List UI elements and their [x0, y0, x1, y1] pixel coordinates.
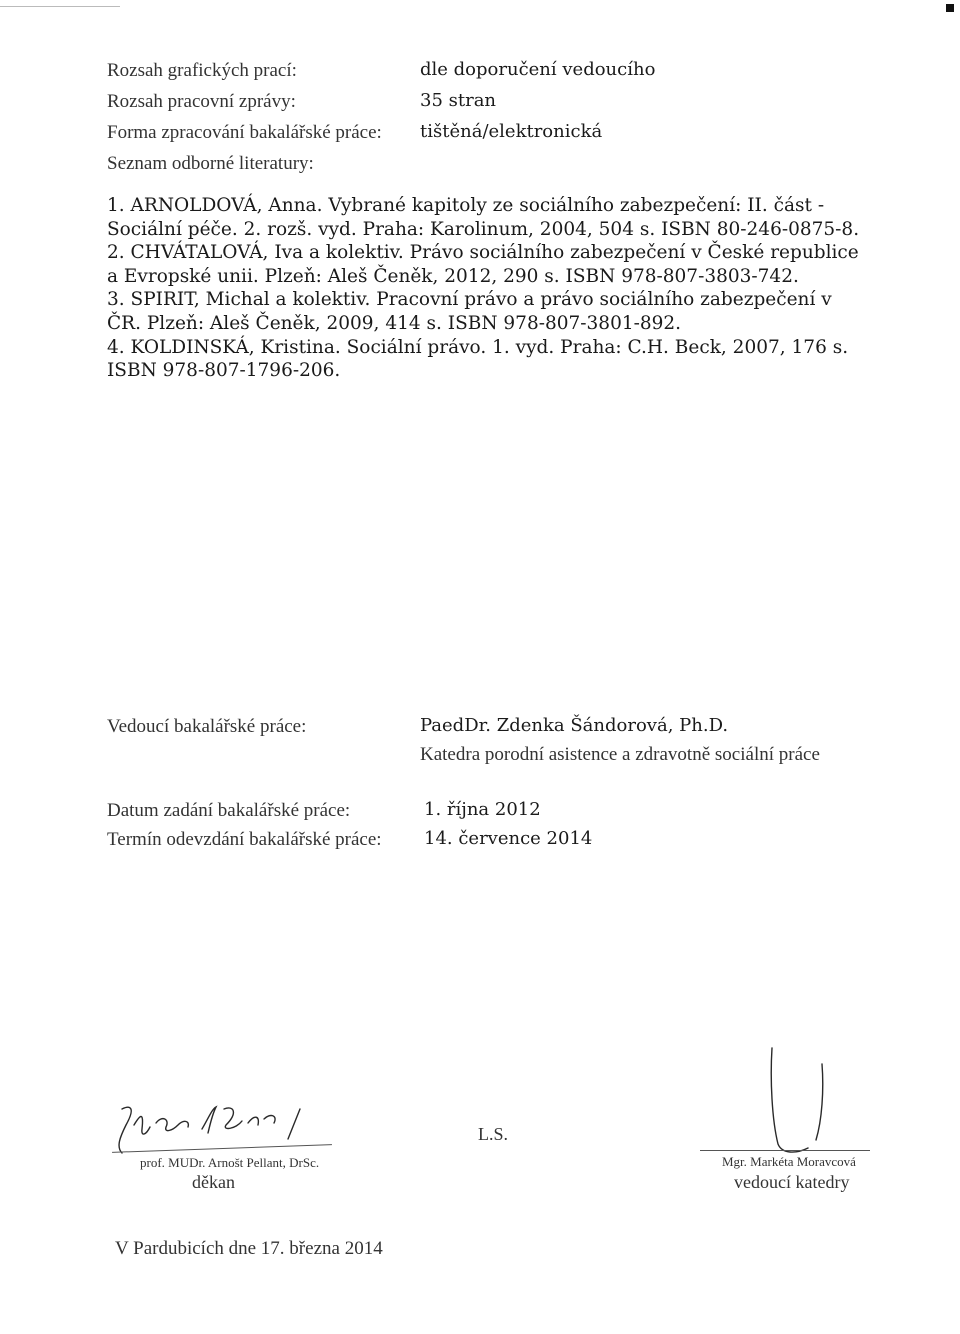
vedouci-katedry-role: vedoucí katedry	[734, 1172, 850, 1192]
dekan-name: prof. MUDr. Arnošt Pellant, DrSc.	[140, 1155, 320, 1170]
literature-item: 3. SPIRIT, Michal a kolektiv. Pracovní právo a právo sociálního zabezpečení v ČR. Plzeň: Aleš Čeněk, 2009, 414 s. ISBN 978-807-3801-892.	[107, 289, 832, 334]
literature-item: 1. ARNOLDOVÁ, Anna. Vybrané kapitoly ze sociálního zabezpečení: II. část - Sociální péče. 2. rozš. vyd. Praha: Karolinum, 2004, 504 s. ISBN 80-246-0875-8.	[107, 195, 860, 240]
ls-stamp-placeholder: L.S.	[478, 1124, 509, 1144]
seznam-literatury-label: Seznam odborné literatury:	[107, 153, 314, 174]
vedouci-katedry-signature	[748, 1040, 848, 1160]
scan-edge-line	[0, 6, 120, 7]
rozsah-graficke-label: Rozsah grafických prací:	[107, 60, 297, 81]
datum-zadani-value: 1. října 2012	[424, 799, 541, 820]
forma-value: tištěná/elektronická	[420, 121, 603, 142]
vedouci-katedry-signature-line	[700, 1150, 870, 1151]
termin-odevzdani-label: Termín odevzdání bakalářské práce:	[107, 829, 382, 850]
rozsah-zpravy-value: 35 stran	[420, 90, 497, 111]
rozsah-zpravy-label: Rozsah pracovní zprávy:	[107, 91, 296, 112]
vedouci-katedry-name: Mgr. Markéta Moravcová	[722, 1154, 856, 1169]
vedouci-label: Vedoucí bakalářské práce:	[107, 716, 307, 737]
vedouci-department: Katedra porodní asistence a zdravotně sociální práce	[420, 744, 820, 765]
literature-item: 2. CHVÁTALOVÁ, Iva a kolektiv. Právo sociálního zabezpečení v České republice a Evropské unii. Plzeň: Aleš Čeněk, 2012, 290 s. ISBN 978-807-3803-742.	[107, 242, 859, 287]
rozsah-graficke-value: dle doporučení vedoucího	[420, 59, 656, 80]
place-date: V Pardubicích dne 17. března 2014	[115, 1238, 383, 1259]
scan-corner-mark	[946, 4, 954, 12]
termin-odevzdani-value: 14. července 2014	[424, 828, 593, 849]
dekan-signature	[112, 1085, 352, 1165]
dekan-role: děkan	[192, 1172, 235, 1192]
forma-label: Forma zpracování bakalářské práce:	[107, 122, 382, 143]
vedouci-name: PaedDr. Zdenka Šándorová, Ph.D.	[420, 715, 729, 736]
literature-list	[107, 194, 867, 383]
literature-item: 4. KOLDINSKÁ, Kristina. Sociální právo. 1. vyd. Praha: C.H. Beck, 2007, 176 s. ISBN 978-807-1796-206.	[107, 336, 849, 382]
datum-zadani-label: Datum zadání bakalářské práce:	[107, 800, 351, 821]
